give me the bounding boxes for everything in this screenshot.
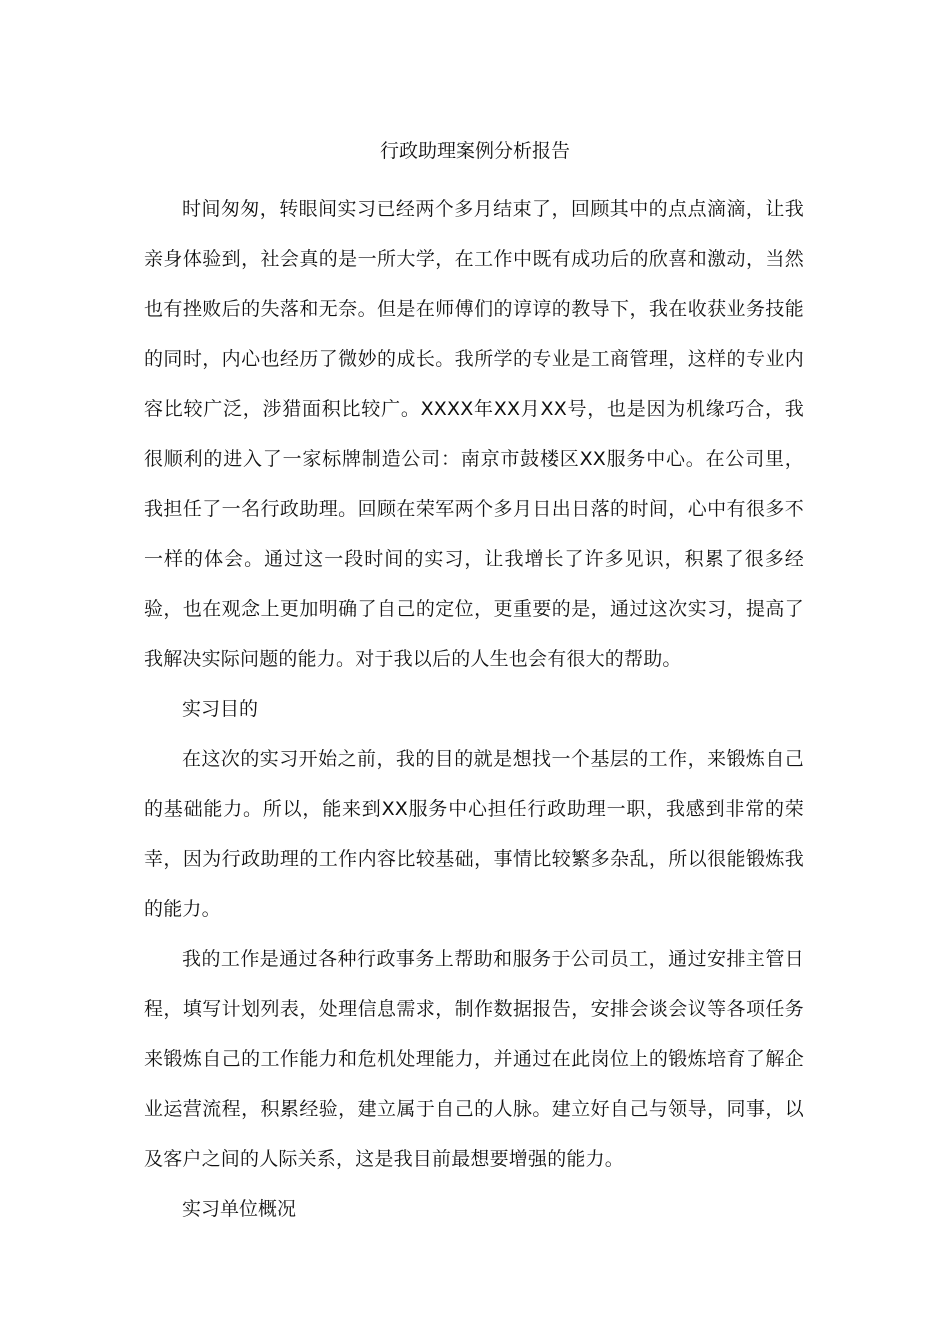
work-paragraph: 我的工作是通过各种行政事务上帮助和服务于公司员工，通过安排主管日程，填写计划列表，处理信息需求，制作数据报告，安排会谈会议等各项任务来锻炼自己的工作能力和危机处理能力，并通过在此岗位上的锻炼培育了解企业运营流程，积累经验，建立属于自己的人脉。建立好自己与领导，同事，以及客户之间的人际关系，这是我目前最想要增强的能力。 [144,948,804,1170]
document-title: 行政助理案例分析报告 [379,140,570,162]
section-heading-internship-purpose: 实习目的 [182,698,259,720]
document-body [144,184,804,1234]
section-heading-unit-overview: 实习单位概况 [182,1198,297,1220]
purpose-paragraph: 在这次的实习开始之前，我的目的就是想找一个基层的工作，来锻炼自己的基础能力。所以，能来到XX服务中心担任行政助理一职，我感到非常的荣幸，因为行政助理的工作内容比较基础，事情比较繁多杂乱，所以很能锻炼我的能力。 [144,748,804,920]
intro-paragraph: 时间匆匆，转眼间实习已经两个多月结束了，回顾其中的点点滴滴，让我亲身体验到，社会真的是一所大学，在工作中既有成功后的欣喜和激动，当然也有挫败后的失落和无奈。但是在师傅们的谆谆的教导下，我在收获业务技能的同时，内心也经历了微妙的成长。我所学的专业是工商管理，这样的专业内容比较广泛，涉猎面积比较广。XXXX年XX月XX号，也是因为机缘巧合，我很顺利的进入了一家标牌制造公司：南京市鼓楼区XX服务中心。在公司里，我担任了一名行政助理。回顾在荣军两个多月日出日落的时间，心中有很多不一样的体会。通过这一段时间的实习，让我增长了许多见识，积累了很多经验，也在观念上更加明确了自己的定位，更重要的是，通过这次实习，提高了我解决实际问题的能力。对于我以后的人生也会有很大的帮助。 [144,198,804,670]
